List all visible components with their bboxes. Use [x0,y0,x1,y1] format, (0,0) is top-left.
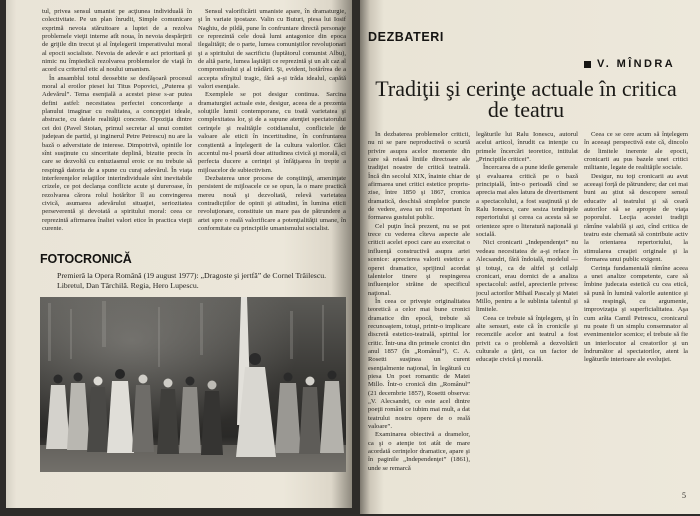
paragraph: tul, privea sensul umanist pe acţiunea individuală în colectivitate. Pe un plan înrudit, Simple comunicare exprimă nevoia stăruitoare a luptei de a rezolva problemele vieţii interne atît noua, în nevoia despărţirii de grijile din trecut şi al înţelegerii imperativului moral al epocii socialiste. Nevoia de adevăr e aci prioritară şi nimic nu împiedică rezolvarea problemelor de viaţă în acord cu criteriul etic al noului umanism. [42,8,192,74]
section-heading: FOTOCRONICĂ [40,252,132,266]
text-column-right-2 [476,131,578,493]
paragraph: În ceea ce priveşte originalitatea teoretică a celor mai bune cronici dramatice din epocă, trebuie să recunoaştem, totuşi, printr-o implicare discretă estetico-teatrală, spiritul lor critic. Într-una din primele cronici din anul 1857 (în „Românul”), C. A. Rosetti susţinea un curent esenţialmente naţional, în legătură cu piesa Un poet romantic de Matei Millo. Într-o cronică din „Românul” (21 decembrie 1857), Rosetti observa: „V. Alecsandri, ce este acel dintre poeţii români ce iubim mai mult, a dat teatrului nostru opere de o reală valoare”. [368,297,470,431]
paragraph: Dezbaterea unor procese de conştiinţă, ameninţate persistent de mijloacele ce se opun, la o mare practică mereu nouă şi dezvoltată, relevă varietatea contradicţiilor de opinii şi atitudini, în lumina eticii revoluţionare, constituie un mare pas de pătrundere a artei spre o reală valorificare a potenţialităţii umane, în conformitate cu principiile umanismului socialist. [198,174,346,232]
paragraph: În ansamblul totul deosebite se desfăşoară procesul moral al eroilor piesei lui Titus Popovici, „Puterea şi Adevărul”. Tema esenţială a acestei piese s-ar putea defini astfel: necesitatea perfectei concordanţe a planului imaginar cu realitatea, a concepţiei ideale, abstracte, cu datele realităţii concrete. Opoziţia dintre cei doi (Pavel Stoian, primul secretar al unui comitet judeţean de partid, şi inginerul Petre Petrescu) nu are la bază o adversitate de interese. Dimpotrivă, opiniile lor sînt susţinute cu sinceritate deplină, bizuite precis în care se dezvoltă cu entuziasmul eroic ce nu trebuie să respingă datoria de a spune cu curaj adevărul. În viaţa interferenţelor relaţiilor interindividuale sînt inevitabile crizele, ce pot declanşa conflicte acute şi dureroase, în rezolvarea cărora rolul hotărîtor îl au convingerea civică, asumarea adevărului situaţiei, seriozitatea perseverentă şi devotată a spiritului moral: ceea ce reprezintă afirmarea înaltei valori etice în practica vieţii curente. [42,74,192,232]
paragraph: Cerinţa fundamentală rămîne aceea a unei analize competente, care să îmbine judecata estetică cu cea etică, să pună în lumină valorile autentice şi să respingă, cu argumente, improvizaţia şi superficialitatea. Aşa cum arăta Camil Petrescu, cronicarul nu poate fi un simplu consemnator al evenimentelor scenice; el trebuie să fie un interlocutor al creatorilor şi un îndrumător al spectatorilor, atent la legăturile interioare ale evoluţiei. [584,264,688,364]
paragraph: Ceea ce trebuie să înţelegem, şi în alte sensuri, este că în cronicile şi recenziile acelor ani teatrul a fost privit ca o problemă a dezvoltării culturale a ţării, ca un factor de educaţie civică şi morală. [476,314,578,364]
paragraph: Examinarea obiectivă a dramelor, ca şi o atenţie tot atât de mare acordată cerinţelor dramatice, apare şi în paginile „Independenţei” (1861), unde se remarcă [368,431,470,472]
text-column-left-1 [42,8,192,252]
paragraph: Încercarea de a pune ideile generale şi evaluarea critică pe o bază principială, într-o perioadă cînd se aprecia mai ales latura de divertisment a spectacolului, a fost susţinută şi de Ralu Ionescu, care sesiza tendinţele repertoriului şi cerea ca acesta să se orienteze spre o literatură naţională şi socială. [476,164,578,239]
stage-photo [40,297,346,472]
rubric-heading: DEZBATERI [368,30,444,44]
article-title: Tradiţii şi cerinţe actuale în critica de teatru [375,76,677,122]
author-name: V. MÎNDRA [597,58,676,70]
paragraph: Nici cronicarii „Independenţei” nu vedeau necesitatea de a-şi reface în Alecsandri, fără îndoială, modelul — şi totuşi, ca de altfel şi ceilalţi cronicari, erau dornici de a analiza spectacolul: astfel, aprecierile privesc jocul actorilor Mihail Pascaly şi Matei Millo, pentru a le sublinia talentul şi limitele. [476,239,578,314]
paragraph: legăturile lui Ralu Ionescu, autorul acelui articol, înrudit ca intenţie cu primele încercări teoretice, intitulat „Principiile criticei”. [476,131,578,164]
paragraph: Exemplele se pot desigur continua. Sarcina dramaturgiei actuale este, desigur, aceea de a prezenta soluţiile lumii contemporane, cu toată varietatea şi complexitatea lor, şi de a supune atenţiei spectatorului cerinţele şi realităţile cotidianului, conflictele de valoare ale eticii în incertitudine, în confruntarea conştientă a înţelegerii de la cultura valorilor. Căci accentul nu-l poartă doar atitudinea civică şi morală, ci perfecta ducere a cerinţei şi înfăţişarea în trepte a mijloacelor de subiectivism. [198,91,346,174]
right-page [360,0,700,514]
left-page [6,0,352,508]
photo-caption: Premieră la Opera Română (19 august 1977): „Dragoste şi jertfă” de Cornel Trăilescu. Libretul, Dan Tărchilă. Regia, Hero Lupescu. [57,271,327,290]
paragraph: În dezbaterea problemelor criticii, nu ni se pare neproductivă o scurtă privire asupra acelor momente din care să reiasă liniile directoare ale tradiţiei noastre de critică teatrală. Încă din secolul XIX, înainte chiar de afirmarea unei critici estetice propriu-zise, între 1850 şi 1867, cronica dramatică, deschisă simplelor puncte de vedere, avea un rol important în formarea gustului public. [368,131,470,222]
text-column-left-2 [198,8,346,252]
text-column-right-3 [584,131,688,487]
paragraph: Desigur, nu toţi cronicarii au avut aceeaşi forţă de pătrundere; dar cei mai buni au ştiut să descopere sensul educativ al teatrului şi să ceară autorilor să se apropie de viaţa poporului. Lecţia acestei tradiţii rămîne valabilă şi azi, cînd critica de teatru este chemată să contribuie activ la orientarea repertoriului, la stimularea creaţiei originale şi la formarea unui public exigent. [584,172,688,264]
paragraph: Ceea ce se cere acum să înţelegem în aceeaşi perspectivă este că, dincolo de limitele inerente ale epocii, cronicarii au pus bazele unei critici militante, legate de realităţile sociale. [584,131,688,172]
page-number: 5 [682,491,686,500]
paragraph: Cel puţin încă prezent, nu se pot trece cu vederea cîteva aspecte ale criticii acelei epoci care au exercitat o influenţă constructivă asupra artei scenice: aprecierea valorii estetice a operei dramatice, sprijinul acordat talentelor tinere şi respingerea influenţelor străine de specificul naţional. [368,222,470,297]
square-bullet-icon [584,61,591,68]
paragraph: Sensul valorificării umaniste apare, în dramaturgie, şi în variate ipostaze. Valin cu Buturi, piesa lui Iosif Naghiu, de pildă, pune în confruntare directă personaje ce reprezintă cele două lumi antagonice din epoca ilegalităţii; de o parte, lumea comuniştilor revoluţionari şi a spiritului de sacrificiu (luptătorul comunist Albu), de altă parte, lumea laşităţii ce reprezintă şi un alt caz al compromisului şi al trădării. Şi, evident, hotărîrea de a accepta sfîrşitul tragic, fără a-şi trăda idealul, capătă valori esenţiale. [198,8,346,91]
author-byline [584,58,675,70]
text-column-right-1 [368,131,470,493]
